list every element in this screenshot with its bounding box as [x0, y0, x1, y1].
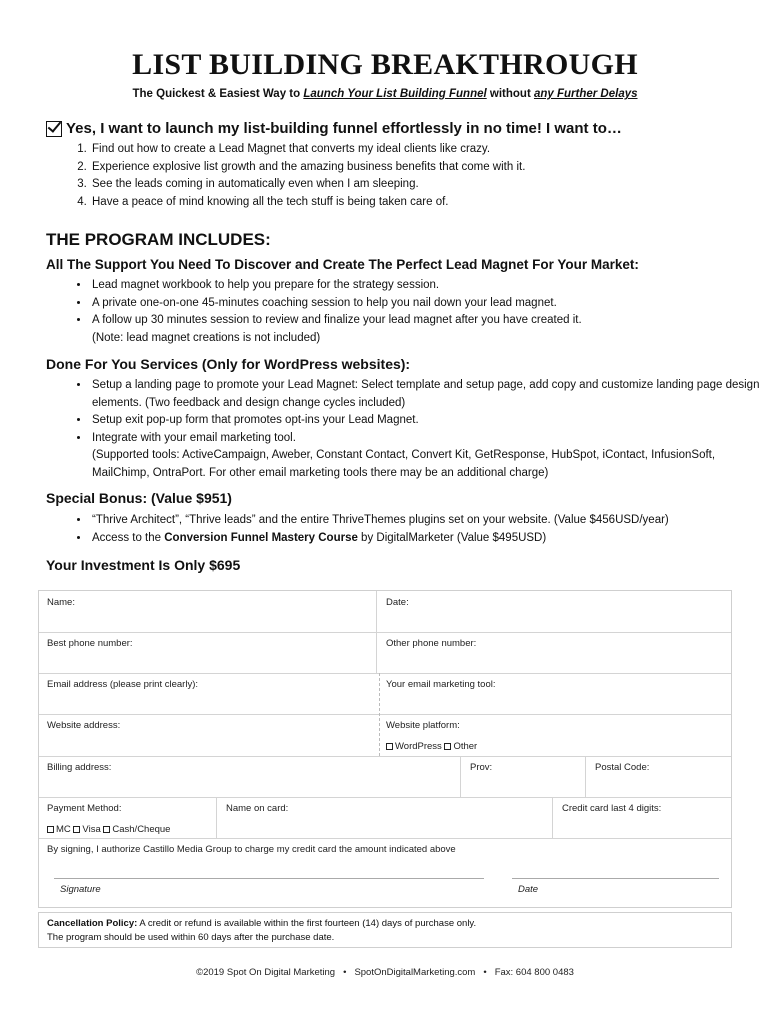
authorize-statement: By signing, I authorize Castillo Media Group to charge my credit card the amount indicated above — [47, 844, 456, 855]
goal-item: 1. Find out how to create a Lead Magnet that converts my ideal clients like crazy. — [90, 141, 525, 159]
document-title: LIST BUILDING BREAKTHROUGH — [132, 48, 638, 81]
cash-label: Cash/Cheque — [112, 824, 171, 835]
website-field[interactable]: Website address: — [47, 720, 121, 731]
other-checkbox[interactable] — [444, 743, 451, 750]
dfy-note: (Supported tools: ActiveCampaign, Aweber, Constant Contact, Convert Kit, GetResponse, HubSpot, iContact, InfusionSoft, MailChimp, OntraPort. For other email marketing tools there may be an additional charge) — [92, 449, 716, 479]
dfy-item: • Setup a landing page to promote your Lead Magnet: Select template and setup page, add copy and customize landing page design elements. (Two feedback and design change cycles included) — [90, 377, 770, 412]
signature-line[interactable] — [54, 878, 484, 879]
footer-fax: Fax: 604 800 0483 — [494, 967, 574, 978]
visa-label: Visa — [82, 824, 101, 835]
bonus-item-pre: Access to the — [92, 531, 165, 544]
best-phone-field[interactable]: Best phone number: — [47, 638, 133, 649]
dfy-item-text: Integrate with your email marketing tool. — [92, 431, 296, 444]
date-field[interactable]: Date: — [386, 597, 409, 608]
footer-copyright: ©2019 Spot On Digital Marketing — [196, 967, 336, 978]
support-heading: All The Support You Need To Discover and Create The Perfect Lead Magnet For Your Market: — [46, 257, 639, 272]
bullet-separator: • — [343, 967, 347, 978]
sig-date-label: Date — [518, 884, 539, 895]
support-item-text: A follow up 30 minutes session to review and finalize your lead magnet after you have created it. — [92, 314, 582, 326]
subtitle-mid: without — [486, 88, 534, 100]
name-field[interactable]: Name: — [47, 597, 75, 608]
support-item: • Lead magnet workbook to help you prepare for the strategy session. — [90, 277, 770, 295]
support-note: (Note: lead magnet creations is not included) — [92, 331, 321, 344]
support-list — [66, 277, 770, 347]
dfy-list — [66, 377, 770, 482]
postal-field[interactable]: Postal Code: — [595, 762, 650, 773]
email-tool-field[interactable]: Your email marketing tool: — [386, 679, 496, 690]
payment-method-field: Payment Method: — [47, 803, 122, 814]
bonus-item-course: Conversion Funnel Mastery Course — [164, 531, 358, 544]
cc-last4-field[interactable]: Credit card last 4 digits: — [562, 803, 662, 814]
footer-site: SpotOnDigitalMarketing.com — [354, 967, 476, 978]
subtitle-link: Launch Your List Building Funnel — [303, 88, 487, 100]
order-form — [38, 590, 732, 908]
wordpress-checkbox[interactable] — [386, 743, 393, 750]
wordpress-label: WordPress — [395, 741, 442, 752]
bonus-item: • “Thrive Architect”, “Thrive leads” and the entire ThriveThemes plugins set on your website. (Value $456USD/year) — [90, 512, 770, 530]
platform-options — [378, 735, 485, 758]
other-phone-field[interactable]: Other phone number: — [386, 638, 477, 649]
policy-label: Cancellation Policy: — [47, 918, 138, 929]
footer — [0, 967, 770, 978]
intro-heading-row — [46, 120, 622, 137]
mc-label: MC — [56, 824, 71, 835]
date-line[interactable] — [512, 878, 719, 879]
platform-field[interactable]: Website platform: — [386, 720, 460, 731]
bonus-list — [66, 512, 770, 547]
dfy-item: • Setup exit pop-up form that promotes opt-ins your Lead Magnet. — [90, 412, 770, 430]
bonus-heading: Special Bonus: (Value $951) — [46, 490, 232, 506]
name-on-card-field[interactable]: Name on card: — [226, 803, 289, 814]
subtitle-emphasis: any Further Delays — [533, 88, 638, 100]
bonus-item — [90, 530, 770, 548]
prov-field[interactable]: Prov: — [470, 762, 493, 773]
signature-label: Signature — [60, 884, 101, 895]
email-field[interactable]: Email address (please print clearly): — [47, 679, 199, 690]
policy-text-2: The program should be used within 60 days after the purchase date. — [47, 932, 335, 943]
program-heading: THE PROGRAM INCLUDES: — [46, 230, 271, 249]
bonus-item-post: by DigitalMarketer (Value $495USD) — [357, 531, 547, 544]
dfy-item — [90, 430, 770, 483]
goal-item: 4. Have a peace of mind knowing all the tech stuff is being taken care of. — [90, 194, 525, 212]
support-item — [90, 312, 770, 347]
goal-item: 3. See the leads coming in automatically even when I am sleeping. — [90, 176, 525, 194]
investment-heading: Your Investment Is Only $695 — [46, 557, 241, 573]
bullet-separator: • — [483, 967, 487, 978]
mc-checkbox[interactable] — [47, 826, 54, 833]
intro-heading: Yes, I want to launch my list-building funnel effortlessly in no time! I want to… — [66, 120, 622, 137]
policy-text-1: A credit or refund is available within the first fourteen (14) days of purchase only. — [137, 918, 477, 929]
subtitle-pre: The Quickest & Easiest Way to — [132, 88, 304, 100]
billing-field[interactable]: Billing address: — [47, 762, 112, 773]
support-item: • A private one-on-one 45-minutes coaching session to help you nail down your lead magnet. — [90, 295, 770, 313]
cancellation-policy — [38, 912, 732, 948]
document-subtitle — [0, 88, 770, 100]
visa-checkbox[interactable] — [73, 826, 80, 833]
cash-checkbox[interactable] — [103, 826, 110, 833]
checked-box-icon — [46, 121, 62, 137]
other-label: Other — [453, 741, 478, 752]
goal-item: 2. Experience explosive list growth and the amazing business benefits that come with it. — [90, 159, 525, 177]
goals-list — [66, 141, 525, 211]
dfy-heading: Done For You Services (Only for WordPress websites): — [46, 356, 411, 372]
